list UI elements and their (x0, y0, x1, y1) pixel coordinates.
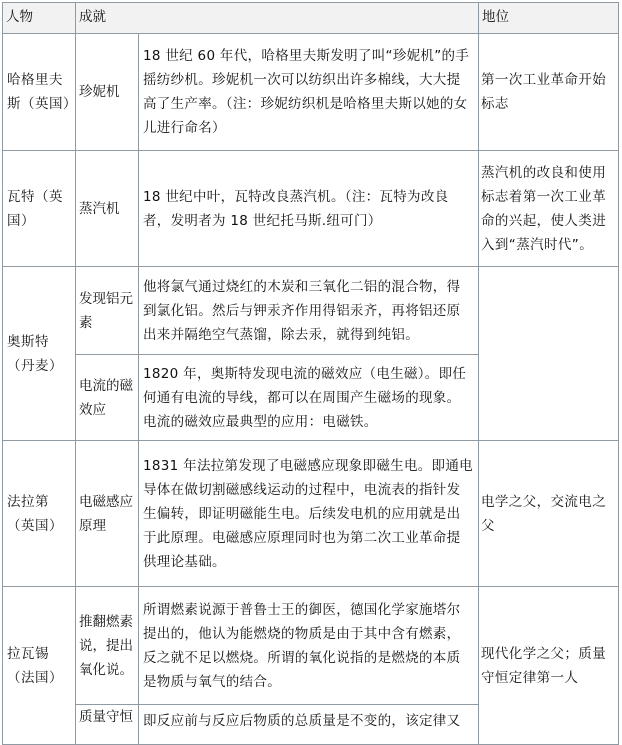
achievement-cell: 发现铝元素 (76, 267, 139, 355)
achievement-cell: 珍妮机 (76, 34, 139, 151)
person-cell: 法拉第（英国） (3, 441, 76, 587)
table-row (3, 441, 619, 587)
achievement-cell: 电流的磁效应 (76, 355, 139, 441)
position-cell: 电学之父，交流电之父 (479, 441, 619, 587)
person-cell: 奥斯特（丹麦） (3, 267, 76, 441)
person-cell: 哈格里夫斯（英国） (3, 34, 76, 151)
description-cell: 18 世纪 60 年代，哈格里夫斯发明了叫“珍妮机”的手摇纺纱机。珍妮机一次可以纺织出许多棉线，大大提高了生产率。（注：珍妮纺织机是哈格里夫斯以她的女儿进行命名） (139, 34, 479, 151)
table-row (3, 587, 619, 705)
description-cell: 即反应前与反应后物质的总质量是不变的，该定律又 (139, 705, 479, 745)
achievement-cell: 蒸汽机 (76, 151, 139, 267)
header-achievement: 成就 (76, 3, 479, 34)
achievement-cell: 推翻燃素说，提出氧化说。 (76, 587, 139, 705)
position-cell (479, 267, 619, 441)
description-cell: 1820 年，奥斯特发现电流的磁效应（电生磁）。即任何通有电流的导线，都可以在周围产生磁场的现象。电流的磁效应最典型的应用：电磁铁。 (139, 355, 479, 441)
header-position: 地位 (479, 3, 619, 34)
table-row (3, 34, 619, 151)
achievement-cell: 质量守恒 (76, 705, 139, 745)
description-cell: 他将氯气通过烧红的木炭和三氧化二铝的混合物，得到氯化铝。然后与钾汞齐作用得铝汞齐，再将铝还原出来并隔绝空气蒸馏，除去汞，就得到纯铝。 (139, 267, 479, 355)
person-cell: 瓦特（英国） (3, 151, 76, 267)
person-cell: 拉瓦锡（法国） (3, 587, 76, 745)
achievement-cell: 电磁感应原理 (76, 441, 139, 587)
table-row (3, 151, 619, 267)
position-cell: 第一次工业革命开始标志 (479, 34, 619, 151)
description-cell: 所谓燃素说源于普鲁士王的御医，德国化学家施塔尔提出的，他认为能燃烧的物质是由于其中含有燃素，反之就不足以燃烧。所谓的氧化说指的是燃烧的本质是物质与氧气的结合。 (139, 587, 479, 705)
position-cell: 蒸汽机的改良和使用标志着第一次工业革命的兴起，使人类进入到“蒸汽时代”。 (479, 151, 619, 267)
table-header-row (3, 3, 619, 34)
description-cell: 1831 年法拉第发现了电磁感应现象即磁生电。即通电导体在做切割磁感线运动的过程中，电流表的指针发生偏转，即证明磁能生电。后续发电机的应用就是出于此原理。电磁感应原理同时也为第二次工业革命提供理论基础。 (139, 441, 479, 587)
header-person: 人物 (3, 3, 76, 34)
description-cell: 18 世纪中叶，瓦特改良蒸汽机。（注：瓦特为改良者，发明者为 18 世纪托马斯.纽可门） (139, 151, 479, 267)
table-row (3, 267, 619, 355)
history-table (2, 2, 619, 745)
position-cell: 现代化学之父；质量守恒定律第一人 (479, 587, 619, 745)
